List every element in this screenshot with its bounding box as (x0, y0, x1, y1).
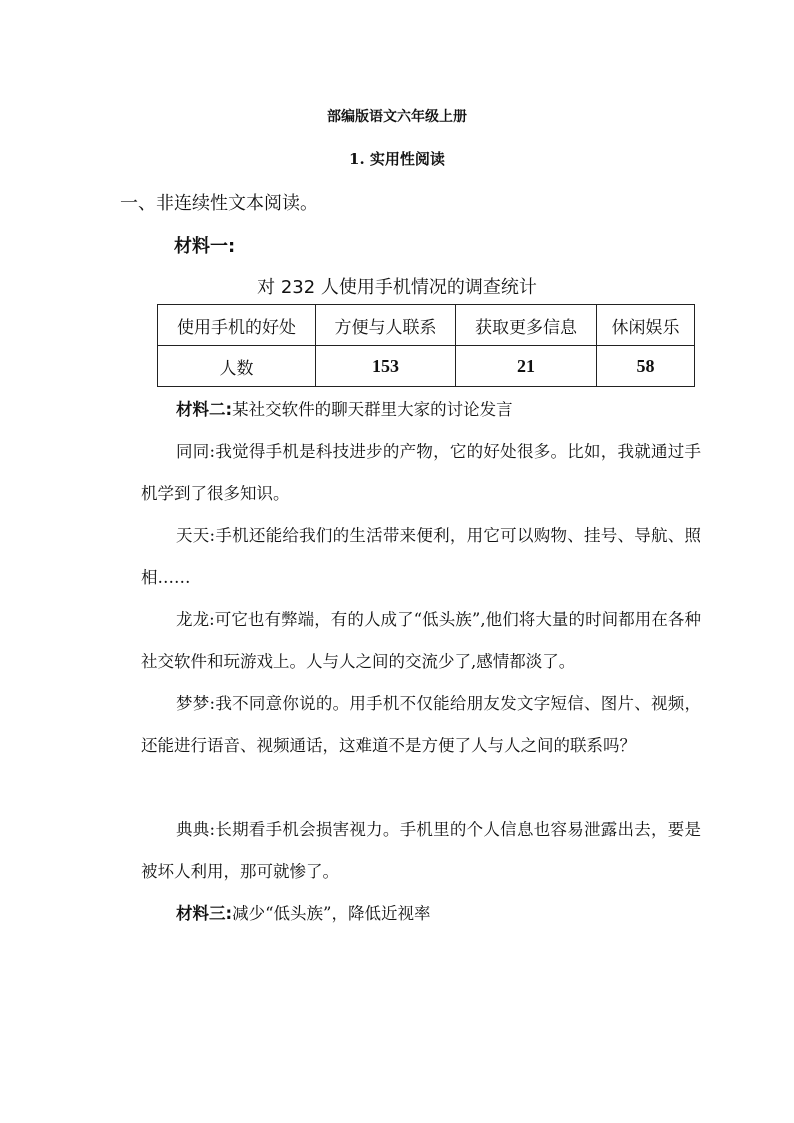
table-header-row (158, 305, 695, 346)
chat-post (141, 515, 701, 599)
material-three-label: 材料三: (176, 904, 233, 923)
chat-text: 长期看手机会损害视力。手机里的个人信息也容易泄露出去，要是被坏人利用，那可就惨了。 (141, 820, 702, 881)
chat-post (141, 599, 701, 683)
chat-post (141, 683, 701, 767)
material-one-label: 材料一: (174, 236, 236, 257)
table-header-cell: 方便与人联系 (316, 305, 456, 346)
material-two-heading (141, 389, 701, 431)
section-heading: 一、非连续性文本阅读。 (120, 193, 318, 214)
chat-speaker: 梦梦: (176, 694, 216, 713)
chat-speaker: 典典: (176, 820, 216, 839)
chat-speaker: 龙龙: (176, 610, 215, 629)
document-title: 部编版语文六年级上册 (327, 109, 467, 125)
material-three-text: 减少“低头族”，降低近视率 (232, 904, 431, 923)
table-header-cell: 使用手机的好处 (158, 305, 316, 346)
chat-post (141, 431, 701, 515)
chat-speaker: 同同: (176, 442, 216, 461)
table-row (158, 346, 695, 387)
material-two-label: 材料二: (176, 400, 233, 419)
chat-text: 我不同意你说的。用手机不仅能给朋友发文字短信、图片、视频，还能进行语音、视频通话，这难道不是方便了人与人之间的联系吗？ (141, 694, 702, 755)
material-three-heading (141, 893, 701, 935)
chat-text: 我觉得手机是科技进步的产物，它的好处很多。比如，我就通过手机学到了很多知识。 (141, 442, 702, 503)
table-title: 对 232 人使用手机情况的调查统计 (257, 277, 537, 298)
lesson-subtitle: 1. 实用性阅读 (349, 150, 445, 168)
table-row-label: 人数 (158, 346, 316, 387)
material-two-intro: 某社交软件的聊天群里大家的讨论发言 (232, 400, 513, 419)
table-cell: 58 (597, 346, 695, 387)
chat-text: 手机还能给我们的生活带来便利，用它可以购物、挂号、导航、照相…… (141, 526, 702, 587)
survey-table (157, 304, 695, 387)
chat-speaker: 天天: (176, 526, 216, 545)
table-header-cell: 获取更多信息 (456, 305, 597, 346)
chat-text: 可它也有弊端，有的人成了“低头族”,他们将大量的时间都用在各种社交软件和玩游戏上。人与人之间的交流少了,感情都淡了。 (141, 610, 702, 671)
table-header-cell: 休闲娱乐 (597, 305, 695, 346)
table-cell: 21 (456, 346, 597, 387)
table-cell: 153 (316, 346, 456, 387)
chat-post (141, 809, 701, 893)
